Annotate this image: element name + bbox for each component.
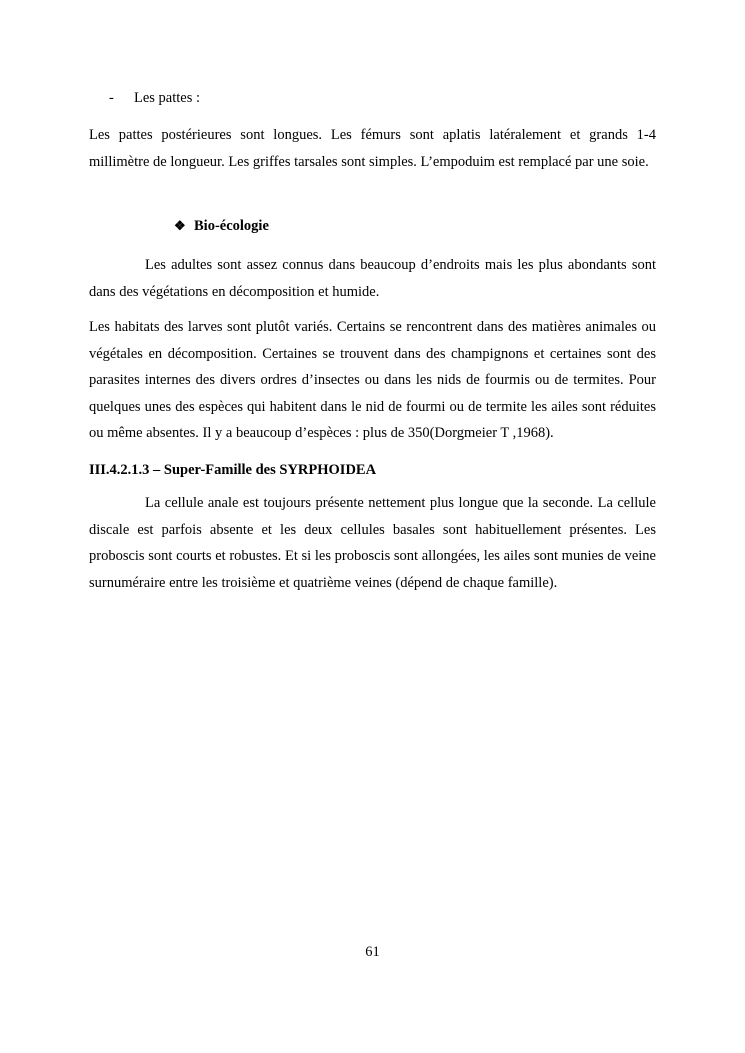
paragraph-larves: Les habitats des larves sont plutôt variés. Certains se rencontrent dans des matières animales ou végétales en décomposition. Certaines se trouvent dans des champignons et certaines sont des parasites internes des divers ordres d’insectes ou dans les nids de fourmis ou de termites. Pour quelques unes des espèces qui habitent dans le nid de fourmi ou de termite les ailes sont réduites ou même absentes. Il y a beaucoup d’espèces : plus de 350(Dorgmeier T ,1968). <box>89 319 656 442</box>
diamond-bullet-icon: ❖ <box>174 218 186 233</box>
document-page <box>89 0 656 1053</box>
paragraph-cellule: La cellule anale est toujours présente nettement plus longue que la seconde. La cellule discale est parfois absente et les deux cellules basales sont habituellement présentes. Les proboscis sont courts et robustes. Et si les proboscis sont allongées, les ailes sont munies de veine surnuméraire entre les troisième et quatrième veines (dépend de chaque famille). <box>89 495 656 591</box>
bullet-text: Les pattes : <box>134 90 201 106</box>
bullet-dash-marker: - <box>109 90 114 106</box>
subheading-text: Bio-écologie <box>194 218 269 234</box>
bullet-item <box>109 89 200 107</box>
page-number: 61 <box>365 944 380 960</box>
paragraph-adultes: Les adultes sont assez connus dans beaucoup d’endroits mais les plus abondants sont dans des végétations en décomposition et humide. <box>89 257 656 300</box>
section-subheading <box>174 216 269 236</box>
section-heading: III.4.2.1.3 – Super-Famille des SYRPHOIDEA <box>89 462 377 478</box>
paragraph-pattes: Les pattes postérieures sont longues. Les fémurs sont aplatis latéralement et grands 1-4 millimètre de longueur. Les griffes tarsales sont simples. L’empoduim est remplacé par une soie. <box>89 127 656 170</box>
